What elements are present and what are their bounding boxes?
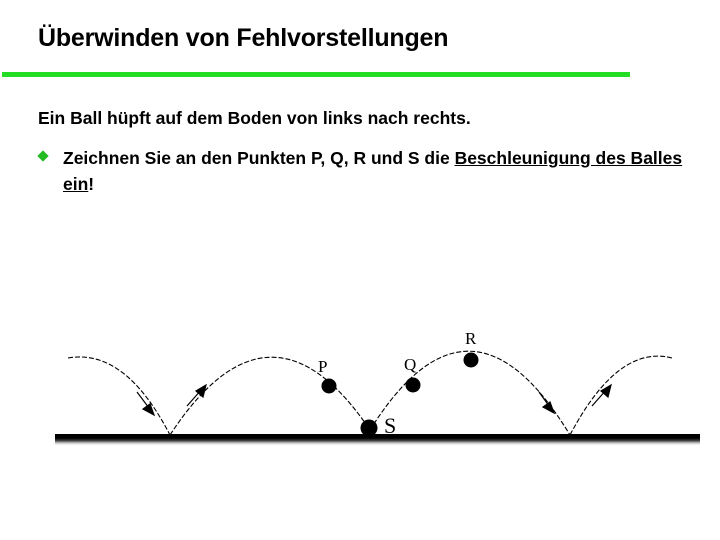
bullet-text-underlined: Beschleunigung des Balles ein — [63, 148, 683, 194]
arrow-down-right-icon — [539, 392, 554, 413]
ball-point-p — [322, 379, 337, 394]
label-p: P — [318, 357, 328, 376]
direction-arrows — [137, 385, 611, 415]
ball-point-r — [464, 353, 479, 368]
ball-positions — [322, 353, 479, 437]
trajectory-arc-1 — [68, 357, 170, 435]
trajectory-arc-4 — [570, 356, 672, 435]
intro-text: Ein Ball hüpft auf dem Boden von links nach rechts. — [38, 108, 471, 128]
diamond-bullet-icon — [37, 150, 48, 161]
ball-point-q — [406, 378, 421, 393]
slide-title: Überwinden von Fehlvorstellungen — [38, 24, 449, 52]
bouncing-ball-diagram — [0, 320, 720, 460]
title-divider — [2, 72, 630, 77]
trajectory-arc-2 — [170, 357, 370, 435]
ground-shadow — [55, 438, 700, 446]
bullet-text — [63, 145, 683, 197]
label-r: R — [465, 329, 477, 348]
arrow-up-right-icon — [187, 385, 206, 406]
label-q: Q — [404, 355, 417, 374]
bullet-text-start: Zeichnen Sie an den Punkten P, Q, R und S die — [63, 148, 455, 168]
ground-line — [55, 434, 700, 438]
label-s: S — [384, 413, 397, 438]
bullet-text-end: ! — [88, 174, 95, 194]
ball-point-s — [361, 420, 378, 437]
